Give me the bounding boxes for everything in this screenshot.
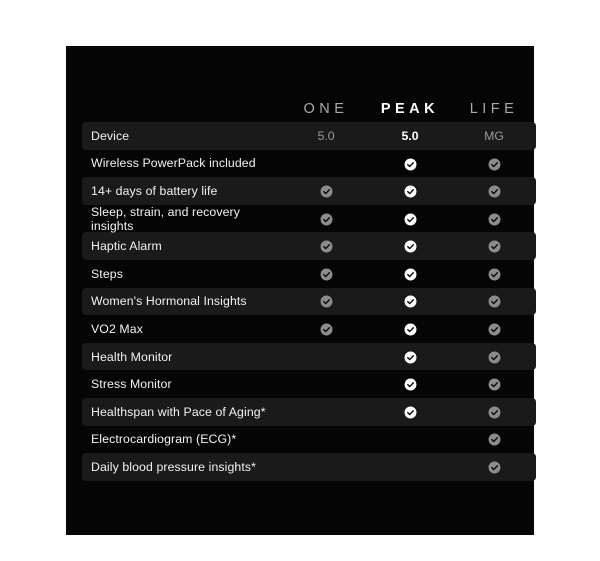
row-feature-label: Healthspan with Pace of Aging* — [91, 404, 266, 419]
check-icon — [404, 323, 417, 336]
empty-cell — [320, 431, 333, 444]
column-header-one-label: ONE — [303, 101, 349, 117]
check-icon — [320, 213, 333, 226]
row-cell-life — [452, 184, 536, 198]
row-cell-peak — [368, 377, 452, 391]
table-row — [82, 398, 536, 426]
table-row — [82, 315, 536, 343]
empty-cell — [320, 349, 333, 362]
row-cell-one — [284, 294, 368, 308]
row-feature-label: Steps — [91, 266, 123, 281]
check-icon — [488, 433, 501, 446]
check-icon — [488, 240, 501, 253]
check-icon — [488, 158, 501, 171]
row-cell-peak — [368, 322, 452, 336]
table-row — [82, 343, 536, 371]
check-icon — [404, 351, 417, 364]
table-row — [82, 122, 536, 150]
table-row — [82, 260, 536, 288]
table-row — [82, 370, 536, 398]
check-icon — [488, 323, 501, 336]
row-cell-one — [284, 322, 368, 336]
row-cell-peak — [368, 267, 452, 281]
row-cell-one — [284, 184, 368, 198]
row-feature-label: Sleep, strain, and recovery insights — [91, 204, 240, 233]
row-cell-peak — [368, 184, 452, 198]
check-icon — [488, 185, 501, 198]
row-cell-peak — [368, 239, 452, 253]
check-icon — [320, 295, 333, 308]
check-icon — [488, 295, 501, 308]
row-cell-one — [284, 239, 368, 253]
row-cell-one — [284, 459, 368, 475]
table-row — [82, 232, 536, 260]
table-row — [82, 205, 536, 233]
check-icon — [488, 378, 501, 391]
row-cell-life — [452, 322, 536, 336]
empty-cell — [320, 376, 333, 389]
row-feature-label: Device — [91, 128, 130, 143]
row-feature-label: Electrocardiogram (ECG)* — [91, 432, 237, 447]
row-cell-one — [284, 404, 368, 420]
row-feature-label: 14+ days of battery life — [91, 183, 218, 198]
column-header-life-label: LIFE — [469, 101, 519, 117]
row-cell-life — [452, 156, 536, 170]
row-cell-one — [284, 349, 368, 365]
check-icon — [488, 406, 501, 419]
check-icon — [404, 158, 417, 171]
row-cell-life — [452, 294, 536, 308]
comparison-table — [82, 46, 536, 481]
check-icon — [488, 213, 501, 226]
row-cell-peak — [368, 156, 452, 170]
check-icon — [404, 213, 417, 226]
column-header-life — [452, 100, 536, 118]
column-header-peak — [368, 100, 452, 118]
table-row — [82, 453, 536, 481]
row-cell-life — [452, 267, 536, 281]
row-cell-peak — [368, 211, 452, 225]
check-icon — [488, 351, 501, 364]
row-feature-label: Health Monitor — [91, 349, 173, 364]
table-row — [82, 288, 536, 316]
row-cell-peak — [368, 431, 452, 447]
check-icon — [404, 240, 417, 253]
empty-cell — [320, 404, 333, 417]
check-icon — [320, 185, 333, 198]
comparison-panel — [66, 46, 534, 535]
check-icon — [320, 268, 333, 281]
check-icon — [404, 295, 417, 308]
row-cell-one — [284, 211, 368, 225]
empty-cell — [404, 431, 417, 444]
empty-cell — [404, 459, 417, 472]
row-cell-life — [452, 405, 536, 419]
row-cell-life — [452, 211, 536, 225]
row-cell-one — [284, 431, 368, 447]
row-cell-peak — [368, 349, 452, 363]
check-icon — [404, 185, 417, 198]
check-icon — [404, 268, 417, 281]
row-cell-peak — [368, 405, 452, 419]
row-cell-life — [452, 460, 536, 474]
table-header-row — [82, 46, 536, 122]
check-icon — [320, 240, 333, 253]
row-feature-label: VO2 Max — [91, 321, 143, 336]
row-feature-label: Haptic Alarm — [91, 239, 162, 254]
row-cell-peak — [368, 129, 452, 143]
row-cell-life — [452, 239, 536, 253]
check-icon — [404, 378, 417, 391]
row-cell-peak — [368, 294, 452, 308]
row-cell-life — [452, 377, 536, 391]
row-value-text: 5.0 — [317, 128, 335, 143]
row-feature-label: Women's Hormonal Insights — [91, 294, 247, 309]
table-body — [82, 122, 536, 481]
row-cell-life — [452, 349, 536, 363]
row-cell-one — [284, 267, 368, 281]
row-feature-label: Daily blood pressure insights* — [91, 459, 256, 474]
check-icon — [320, 323, 333, 336]
row-cell-one — [284, 129, 368, 143]
row-feature-label: Wireless PowerPack included — [91, 156, 256, 171]
table-row — [82, 150, 536, 178]
table-row — [82, 426, 536, 454]
check-icon — [488, 461, 501, 474]
empty-cell — [320, 459, 333, 472]
row-cell-life — [452, 432, 536, 446]
row-value-text: MG — [484, 128, 504, 143]
column-header-peak-label: PEAK — [380, 101, 440, 117]
row-cell-peak — [368, 459, 452, 475]
empty-cell — [320, 155, 333, 168]
row-feature-label: Stress Monitor — [91, 377, 172, 392]
check-icon — [488, 268, 501, 281]
column-header-one — [284, 100, 368, 118]
row-cell-one — [284, 155, 368, 171]
row-cell-one — [284, 376, 368, 392]
row-cell-life — [452, 129, 536, 143]
check-icon — [404, 406, 417, 419]
table-row — [82, 177, 536, 205]
row-value-text: 5.0 — [401, 128, 419, 143]
